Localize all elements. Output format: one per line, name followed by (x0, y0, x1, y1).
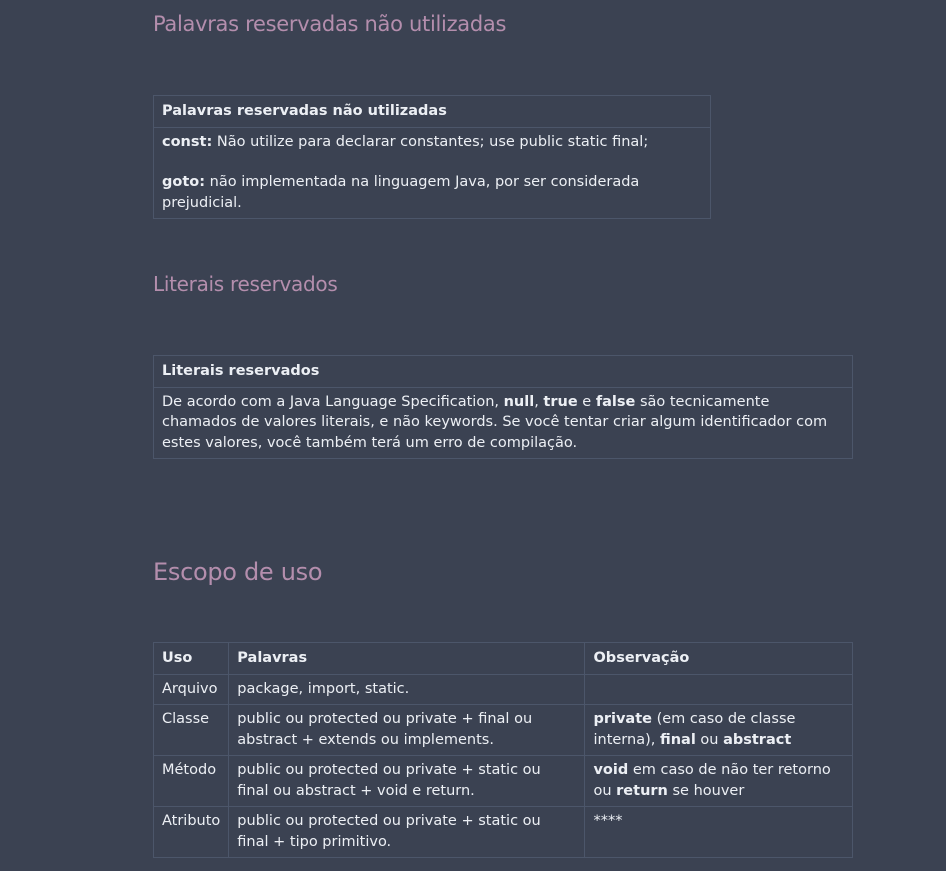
keyword-void: void (593, 762, 629, 778)
observacao-text: ou (695, 731, 724, 748)
cell-observacao (585, 705, 853, 756)
table-row (154, 674, 853, 705)
observacao-text: em caso de não ter retorno ou (593, 762, 831, 799)
heading-unused-keywords: Palavras reservadas não utilizadas (153, 12, 507, 36)
observacao-text: se houver (667, 782, 745, 799)
cell-palavras: public ou protected ou private + static ou final ou abstract + void e return. (229, 756, 585, 807)
table-row (154, 387, 853, 459)
table-unused-keywords (153, 95, 711, 219)
heading-reserved-literals: Literais reservados (153, 272, 338, 296)
cell-palavras: public ou protected ou private + static ou final + tipo primitivo. (229, 807, 585, 858)
table-header-cell: Literais reservados (154, 356, 853, 388)
cell-uso: Classe (154, 705, 229, 756)
keyword-abstract: abstract (723, 731, 792, 748)
observacao-text: (em caso de classe interna), (593, 711, 796, 748)
keyword-true: true (543, 393, 578, 410)
literals-text-part: De acordo com a Java Language Specification, (162, 393, 504, 410)
table-cell (154, 387, 853, 459)
table-reserved-literals (153, 355, 853, 459)
table-scope-of-use (153, 642, 853, 858)
const-entry (162, 132, 702, 153)
heading-scope-of-use: Escopo de uso (153, 558, 323, 586)
keyword-private: private (593, 711, 652, 727)
cell-observacao: **** (585, 807, 853, 858)
cell-observacao (585, 674, 853, 705)
table-row (154, 705, 853, 756)
cell-palavras: package, import, static. (229, 674, 585, 705)
table-header-row (154, 96, 711, 128)
cell-observacao (585, 756, 853, 807)
goto-description: não implementada na linguagem Java, por ser considerada prejudicial. (162, 174, 640, 211)
keyword-false: false (595, 393, 636, 410)
table-row (154, 807, 853, 858)
cell-uso: Arquivo (154, 674, 229, 705)
keyword-const: const: (162, 133, 213, 150)
keyword-return: return (616, 782, 668, 799)
cell-uso: Método (154, 756, 229, 807)
literals-separator: e (577, 393, 596, 410)
column-header-observacao: Observação (585, 643, 853, 675)
goto-entry (162, 172, 702, 213)
table-row (154, 127, 711, 219)
table-cell (154, 127, 711, 219)
table-header-row (154, 643, 853, 675)
column-header-palavras: Palavras (229, 643, 585, 675)
table-row (154, 756, 853, 807)
const-description: Não utilize para declarar constantes; use public static final; (212, 133, 649, 150)
keyword-goto: goto: (162, 174, 206, 190)
literals-separator: , (534, 393, 544, 410)
cell-uso: Atributo (154, 807, 229, 858)
keyword-final: final (659, 731, 696, 748)
cell-palavras: public ou protected ou private + final ou abstract + extends ou implements. (229, 705, 585, 756)
column-header-uso: Uso (154, 643, 229, 675)
literals-text-part: são tecnicamente chamados de valores literais, e não keywords. Se você tentar criar algum identificador com estes valores, você também terá um erro de compilação. (162, 393, 828, 451)
table-header-row (154, 356, 853, 388)
keyword-null: null (503, 393, 535, 410)
table-header-cell: Palavras reservadas não utilizadas (154, 96, 711, 128)
